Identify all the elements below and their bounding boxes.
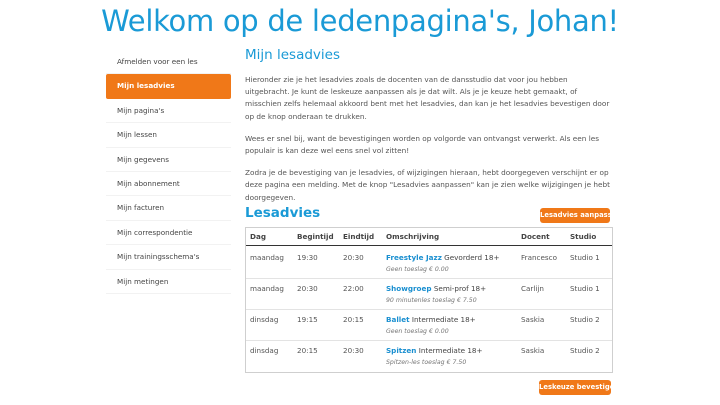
- sidebar-item-gegevens[interactable]: Mijn gegevens: [106, 148, 231, 172]
- les-link[interactable]: Spitzen: [386, 346, 417, 355]
- cell-studio: Studio 1: [570, 253, 600, 262]
- sidebar-item-lesadvies[interactable]: Mijn lesadvies: [106, 74, 231, 98]
- column-header-dag: Dag: [250, 232, 266, 241]
- column-header-omschrijving: Omschrijving: [386, 232, 440, 241]
- les-link[interactable]: Ballet: [386, 315, 410, 324]
- table-row: [246, 310, 612, 341]
- table-row: [246, 341, 612, 372]
- les-niveau: Intermediate 18+: [411, 315, 476, 324]
- cell-docent: Saskia: [521, 346, 545, 355]
- toeslag-note: 90 minutenles toeslag € 7.50: [386, 297, 477, 304]
- les-niveau: Intermediate 18+: [418, 346, 483, 355]
- table-row: [246, 279, 612, 310]
- cell-eindtijd: 20:15: [343, 315, 364, 324]
- cell-omschrijving: [386, 315, 476, 324]
- lesadvies-heading: Lesadvies: [245, 205, 321, 221]
- info-paragraph: Wees er snel bij, want de bevestigingen worden op volgorde van ontvangst verwerkt. Als een les populair is kan deze wel eens snel vol zitten!: [245, 133, 600, 156]
- cell-omschrijving: [386, 253, 499, 262]
- cell-dag: maandag: [250, 253, 284, 262]
- les-niveau: Semi-prof 18+: [433, 284, 487, 293]
- cell-begintijd: 20:30: [297, 284, 318, 293]
- table-row: [246, 248, 612, 279]
- cell-docent: Carlijn: [521, 284, 544, 293]
- cell-omschrijving: [386, 346, 483, 355]
- sidebar-item-paginas[interactable]: Mijn pagina's: [106, 99, 231, 123]
- page-title: Welkom op de ledenpagina's, Johan!: [101, 4, 619, 38]
- sidebar-item-abonnement[interactable]: Mijn abonnement: [106, 172, 231, 196]
- toeslag-note: Spitzen-les toeslag € 7.50: [386, 359, 467, 366]
- sidebar-item-facturen[interactable]: Mijn facturen: [106, 196, 231, 220]
- main-content: [245, 47, 613, 204]
- cell-omschrijving: [386, 284, 486, 293]
- column-header-eindtijd: Eindtijd: [343, 232, 375, 241]
- cell-begintijd: 19:30: [297, 253, 318, 262]
- cell-docent: Saskia: [521, 315, 545, 324]
- sidebar-item-trainingsschemas[interactable]: Mijn trainingsschema's: [106, 245, 231, 269]
- confirmation-paragraph: Zodra je de bevestiging van je lesadvies, of wijzigingen hieraan, hebt doorgegeven verschijnt er op deze pagina een melding. Met de knop "Lesadvies aanpassen" kan je zien welke wijzigingen je hebt doorgegeven.: [245, 168, 610, 202]
- cell-studio: Studio 1: [570, 284, 600, 293]
- sidebar-item-metingen[interactable]: Mijn metingen: [106, 270, 231, 294]
- toeslag-note: Geen toeslag € 0.00: [386, 266, 449, 273]
- les-link[interactable]: Freestyle Jazz: [386, 253, 442, 262]
- cell-eindtijd: 20:30: [343, 346, 364, 355]
- cell-dag: dinsdag: [250, 346, 279, 355]
- cell-dag: maandag: [250, 284, 284, 293]
- table-header: [246, 228, 612, 246]
- sidebar-menu: [106, 50, 231, 294]
- les-link[interactable]: Showgroep: [386, 284, 432, 293]
- toeslag-note: Geen toeslag € 0.00: [386, 328, 449, 335]
- column-header-studio: Studio: [570, 232, 597, 241]
- cell-eindtijd: 20:30: [343, 253, 364, 262]
- column-header-docent: Docent: [521, 232, 550, 241]
- les-niveau: Gevorderd 18+: [444, 253, 500, 262]
- cell-begintijd: 19:15: [297, 315, 318, 324]
- column-header-begintijd: Begintijd: [297, 232, 334, 241]
- cell-eindtijd: 22:00: [343, 284, 364, 293]
- cell-dag: dinsdag: [250, 315, 279, 324]
- lesadvies-aanpassen-button[interactable]: Lesadvies aanpassen: [540, 208, 610, 223]
- sidebar-item-correspondentie[interactable]: Mijn correspondentie: [106, 221, 231, 245]
- lesadvies-table: [245, 227, 613, 373]
- cell-studio: Studio 2: [570, 346, 600, 355]
- intro-paragraph: Hieronder zie je het lesadvies zoals de docenten van de dansstudio dat voor jou hebben uitgebracht. Je kunt de leskeuze aanpassen als je dat wilt. Als je je keuze hebt gemaakt, of misschien zelfs helemaal akkoord bent met het lesadvies, dan kan je het lesadvies bevestigen door op de knop onderaan te drukken.: [245, 75, 610, 121]
- cell-docent: Francesco: [521, 253, 557, 262]
- sidebar-item-afmelden[interactable]: Afmelden voor een les: [106, 50, 231, 74]
- leskeuze-bevestigen-button[interactable]: Leskeuze bevestigen: [539, 380, 611, 395]
- sidebar-item-lessen[interactable]: Mijn lessen: [106, 123, 231, 147]
- section-heading: Mijn lesadvies: [245, 47, 341, 63]
- cell-studio: Studio 2: [570, 315, 600, 324]
- cell-begintijd: 20:15: [297, 346, 318, 355]
